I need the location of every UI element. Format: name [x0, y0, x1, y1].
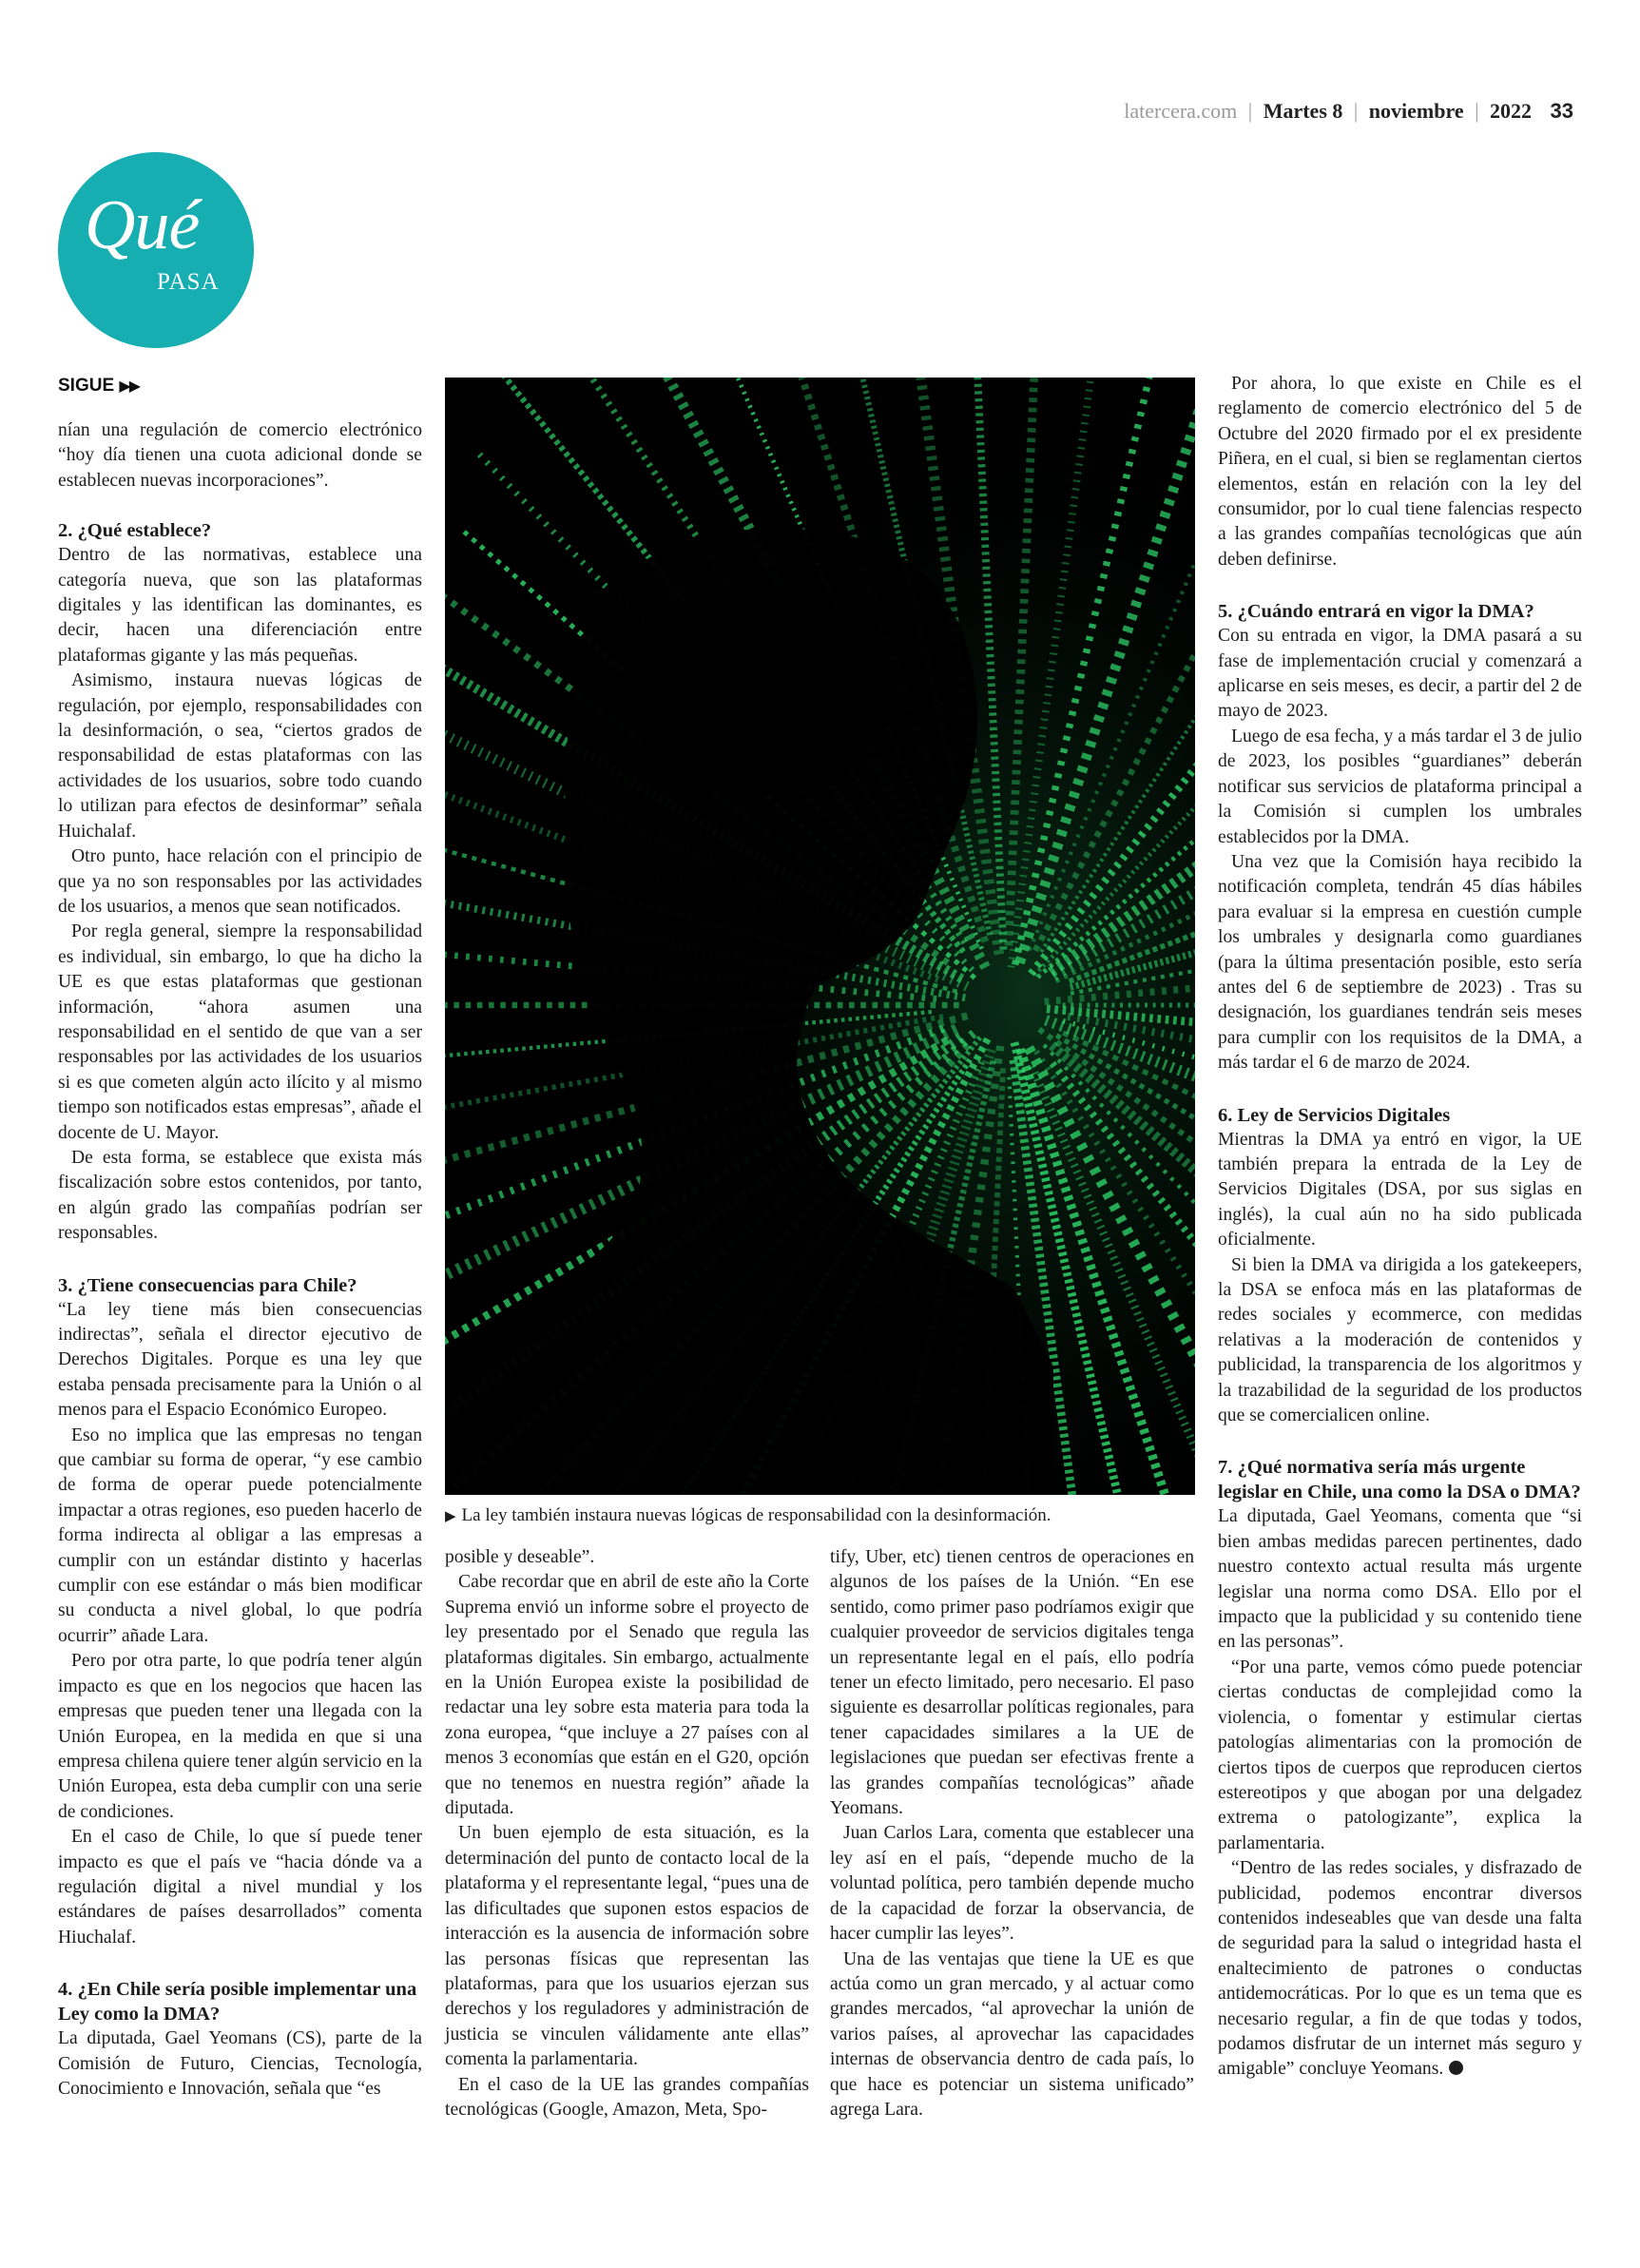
paragraph: Cabe recordar que en abril de este año la Corte Suprema envió un informe sobre el proyecto de ley presentado por el Senado que regula las plataformas digitales. Sin embargo, actualmente en la Unión Europea existe la posibilidad de redactar una ley sobre esta materia para toda la zona europea, “que incluye a 27 países con al menos 3 economías que están en el G20, opción que no tenemos en nuestra región” añade la diputada. — [445, 1572, 809, 1819]
logo-word-que: Qué — [85, 186, 200, 264]
paragraph: Dentro de las normativas, establece una categoría nueva, que son las plataformas digitales y las identifican las dominantes, es decir, hacen una diferenciación entre plataformas gigante y las más pequeñas. — [58, 545, 422, 666]
section-heading-7: 7. ¿Qué normativa sería más urgente legislar en Chile, una como la DSA o DMA? — [1218, 1457, 1581, 1503]
paragraph: Juan Carlos Lara, comenta que establecer una ley así en el país, “depende mucho de la voluntad política, pero también depende mucho de la capacidad de forzar la observancia, de hacer cumplir las leyes”. — [830, 1823, 1194, 1945]
photo-caption — [445, 1504, 1195, 1528]
paragraph: En el caso de la UE las grandes compañías tecnológicas (Google, Amazon, Meta, Spo- — [445, 2074, 809, 2120]
section-heading-6: 6. Ley de Servicios Digitales — [1218, 1104, 1451, 1126]
paragraph: Eso no implica que las empresas no tengan que cambiar su forma de operar, “y ese cambio de forma de operar puede potencialmente impactar a otras regiones, eso pueden hacerlo de forma indirecta al obligar a las empresas a cumplir con un estándar distinto y hacerlas cumplir con ese estándar o más bien modificar su conducta a nivel global, lo que podría ocurrir” añade Lara. — [58, 1425, 422, 1646]
page-header: latercera.com | Martes 8 | noviembre | 2022 33 — [1124, 99, 1573, 123]
article-column-4 — [1218, 372, 1582, 2083]
logo-word-pasa: PASA — [157, 269, 220, 295]
paragraph: La diputada, Gael Yeomans (CS), parte de la Comisión de Futuro, Ciencias, Tecnología, Conocimiento e Innovación, señala que “es — [58, 2028, 422, 2099]
paragraph: Asimismo, instaura nuevas lógicas de regulación, por ejemplo, responsabilidades con la desinformación, o sea, “ciertos grados de responsabilidad de estas plataformas con las actividades de los usuarios, sobre todo cuando lo utilizan para efectos de desinformar” señala Huichalaf. — [58, 670, 422, 842]
paragraph: nían una regulación de comercio electrónico “hoy día tienen una cuota adicional donde se establecen nuevas incorporaciones”. — [58, 420, 422, 491]
paragraph: Mientras la DMA ya entró en vigor, la UE también prepara la entrada de la Ley de Servicios Digitales (DSA, por sus siglas en inglés), la cual aún no ha sido publicada oficialmente. — [1218, 1129, 1582, 1250]
header-year: 2022 — [1490, 99, 1533, 123]
caption-arrow-icon: ▶ — [445, 1509, 456, 1524]
paragraph: Otro punto, hace relación con el principio de que ya no son responsables por las actividades de los usuarios, a menos que sean notificados. — [58, 846, 422, 917]
article-photo — [445, 378, 1195, 1495]
article-column-1 — [58, 418, 422, 2102]
article-column-2 — [445, 1545, 809, 2123]
header-month: noviembre — [1368, 99, 1464, 123]
paragraph: Un buen ejemplo de esta situación, es la determinación del punto de contacto local de la plataforma y el representante legal, “pues una de las dificultades que suponen estos espacios de interacción es la ausencia de información sobre las personas físicas que representan las plataformas, para que los usuarios ejerzan sus derechos y los reguladores y administración de justicia se vinculen válidamente ante ellas” comenta la parlamentaria. — [445, 1823, 809, 2070]
paragraph: Luego de esa fecha, y a más tardar el 3 de julio de 2023, los posibles “guardianes” deberán notificar sus servicios de plataforma principal a la Comisión si cumplen los umbrales establecidos por la DMA. — [1218, 726, 1582, 847]
binary-code-silhouette-image — [445, 378, 1195, 1495]
header-day: Martes 8 — [1263, 99, 1343, 123]
section-heading-5: 5. ¿Cuándo entrará en vigor la DMA? — [1218, 601, 1534, 623]
paragraph: Si bien la DMA va dirigida a los gatekeepers, la DSA se enfoca más en las plataformas de redes sociales y ecommerce, con medidas relativas a la moderación de contenidos y publicidad, la transparencia de los algoritmos y la trazabilidad de la seguridad de los productos que se comercialicen online. — [1218, 1254, 1582, 1426]
paragraph: En el caso de Chile, lo que sí puede tener impacto es que el país ve “hacia dónde va a regulación digital a nivel mundial y los estándares de países desarrollados” comenta Hiuchalaf. — [58, 1827, 422, 1948]
section-heading-3: 3. ¿Tiene consecuencias para Chile? — [58, 1274, 357, 1296]
continued-label: SIGUE — [58, 376, 115, 396]
que-pasa-logo — [58, 152, 254, 348]
section-heading-2: 2. ¿Qué establece? — [58, 520, 212, 542]
double-arrow-icon: ▶▶ — [119, 378, 140, 395]
paragraph: posible y deseable”. — [445, 1547, 595, 1567]
paragraph: “Por una parte, vemos cómo puede potenciar ciertas conductas de complejidad como la violencia, o fomentar y estimular ciertas patologías alimentarias con la promoción de ciertos tipos de cuerpos que reproducen ciertos estereotipos y que abogan por una delgadez extrema o patologizante”, explica la parlamentaria. — [1218, 1657, 1582, 1853]
site-name[interactable]: latercera.com — [1124, 99, 1238, 123]
page-number: 33 — [1550, 99, 1573, 123]
article-column-3 — [830, 1545, 1194, 2123]
paragraph: Pero por otra parte, lo que podría tener algún impacto es que en los negocios que hacen las empresas que pueden tener una llegada con la Unión Europea, en la medida en que si una empresa chilena quiere tener algún servicio en la Unión Europea, esta deba cumplir con una serie de condiciones. — [58, 1651, 422, 1822]
paragraph: Con su entrada en vigor, la DMA pasará a su fase de implementación crucial y comenzará a aplicarse en seis meses, es decir, a partir del 2 de mayo de 2023. — [1218, 626, 1582, 722]
paragraph: “Dentro de las redes sociales, y disfrazado de publicidad, podemos encontrar diversos contenidos indeseables que van desde una falta de seguridad para la salud o integridad hasta el enaltecimiento de patrones o conductas antidemocráticas. Por lo que es un tema que es necesario regular, a fin de que todas y todos, podamos disfrutar de un internet más seguro y amigable” concluye Yeomans. — [1218, 1858, 1582, 2080]
paragraph: Una vez que la Comisión haya recibido la notificación completa, tendrán 45 días hábiles para evaluar si la empresa en cuestión cumple los umbrales y designarla como guardianes (para la última presentación posible, esto sería antes del 6 de septiembre de 2023) . Tras su designación, los guardianes tendrán seis meses para cumplir con los requisitos de la DMA, a más tardar el 6 de marzo de 2024. — [1218, 851, 1582, 1074]
section-heading-4: 4. ¿En Chile sería posible implementar una Ley como la DMA? — [58, 1979, 417, 2026]
paragraph: La diputada, Gael Yeomans, comenta que “si bien ambas medidas parecen pertinentes, dado nuestro contexto actual resulta más urgente legislar una norma como DSA. Ello por el impacto que la publicidad y su contenido tiene en las personas”. — [1218, 1506, 1582, 1653]
paragraph: De esta forma, se establece que exista más fiscalización sobre estos contenidos, por tanto, en algún grado las compañías podrían ser responsables. — [58, 1147, 422, 1244]
paragraph: “La ley tiene más bien consecuencias indirectas”, señala el director ejecutivo de Derechos Digitales. Porque es una ley que estaba pensada precisamente para la Unión o al menos para el Espacio Económico Europeo. — [58, 1299, 422, 1421]
continued-marker — [58, 376, 139, 397]
caption-text: La ley también instaura nuevas lógicas de responsabilidad con la desinformación. — [461, 1505, 1052, 1525]
paragraph: tify, Uber, etc) tienen centros de operaciones en algunos de los países de la Unión. “En ese sentido, como primer paso podríamos exigir que cualquier proveedor de servicios digitales tenga un representante legal en el país, ello podría tener un efecto limitado, pero necesario. El paso siguiente es desarrollar políticas regionales, para tener capacidades similares a la UE de legislaciones que puedan ser efectivas frente a las grandes compañías tecnológicas” añade Yeomans. — [830, 1547, 1194, 1819]
paragraph: Por regla general, siempre la responsabilidad es individual, sin embargo, lo que ha dicho la UE es que estas plataformas que gestionan información, “ahora asumen una responsabilidad en el sentido de que van a ser responsables por las actividades de los usuarios si es que cometen algún acto ilícito y al mismo tiempo son notificados estas empresas”, añade el docente de U. Mayor. — [58, 921, 422, 1143]
paragraph: Una de las ventajas que tiene la UE es que actúa como un gran mercado, y al actuar como grandes mercados, “al aprovechar la unión de varios países, al aprovechar las capacidades internas de observancia dentro de cada país, lo que hace es potenciar un sistema unificado” agrega Lara. — [830, 1948, 1194, 2120]
end-of-article-icon — [1449, 2061, 1463, 2075]
paragraph: Por ahora, lo que existe en Chile es el reglamento de comercio electrónico del 5 de Octubre del 2020 firmado por el ex presidente Piñera, en el cual, si bien se reglamentan ciertos elementos, están en relación con la ley del consumidor, por lo cual tiene falencias respecto a las grandes compañías tecnológicas que aún deben definirse. — [1218, 374, 1582, 570]
